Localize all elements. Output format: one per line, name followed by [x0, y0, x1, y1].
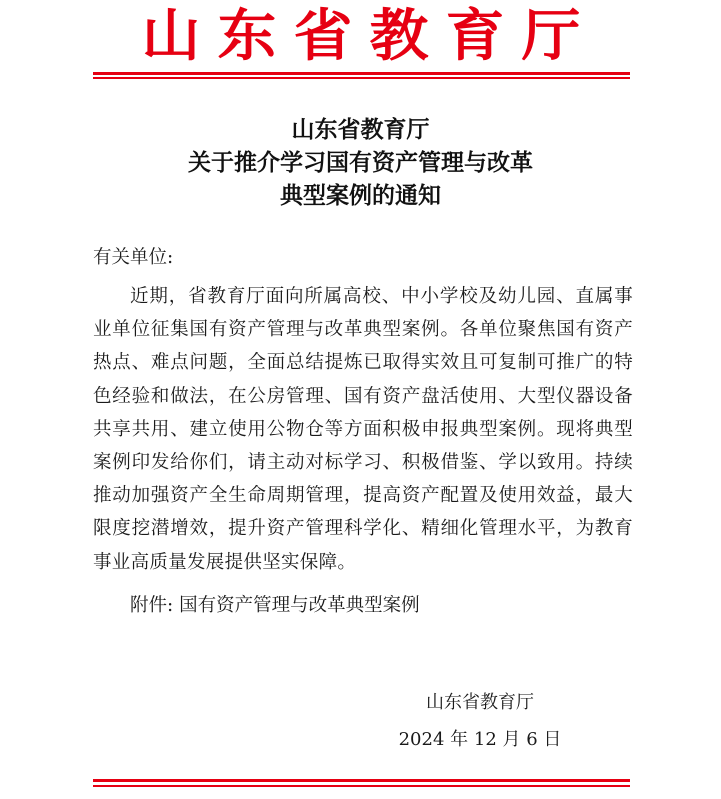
masthead-char: 育 [445, 3, 504, 69]
masthead-char: 省 [293, 3, 352, 69]
masthead-divider-bottom [93, 77, 630, 79]
footer-divider-top [93, 779, 630, 782]
masthead-char: 山 [141, 3, 200, 69]
signature-org: 山东省教育厅 [426, 692, 534, 713]
masthead-char: 东 [217, 3, 276, 69]
document-title [0, 113, 721, 212]
signature-date: 2024 年 12 月 6 日 [398, 729, 562, 750]
title-line-issuer: 山东省教育厅 [291, 116, 430, 143]
footer-divider-bottom [93, 785, 630, 787]
masthead-divider-top [93, 72, 630, 75]
salutation: 有关单位: [93, 247, 174, 268]
title-line-subject-end: 典型案例的通知 [280, 182, 441, 209]
masthead-char: 厅 [521, 3, 580, 69]
attachment-line: 附件: 国有资产管理与改革典型案例 [130, 595, 420, 616]
notice-paragraph: 近期，省教育厅面向所属高校、中小学校及幼儿园、直属事业单位征集国有资产管理与改革典型案例。各单位聚焦国有资产热点、难点问题，全面总结提炼已取得实效且可复制可推广的特色经验和做法，在公房管理、国有资产盘活使用、大型仪器设备共享共用、建立使用公物仓等方面积极申报典型案例。现将典型案例印发给你们，请主动对标学习、积极借鉴、学以致用。持续推动加强资产全生命周期管理，提高资产配置及使用效益，最大限度挖潜增效，提升资产管理科学化、精细化管理水平，为教育事业高质量发展提供坚实保障。 [93, 286, 633, 573]
masthead-char: 教 [369, 3, 428, 69]
masthead-title [0, 3, 721, 69]
title-line-subject: 关于推介学习国有资产管理与改革 [188, 149, 533, 176]
